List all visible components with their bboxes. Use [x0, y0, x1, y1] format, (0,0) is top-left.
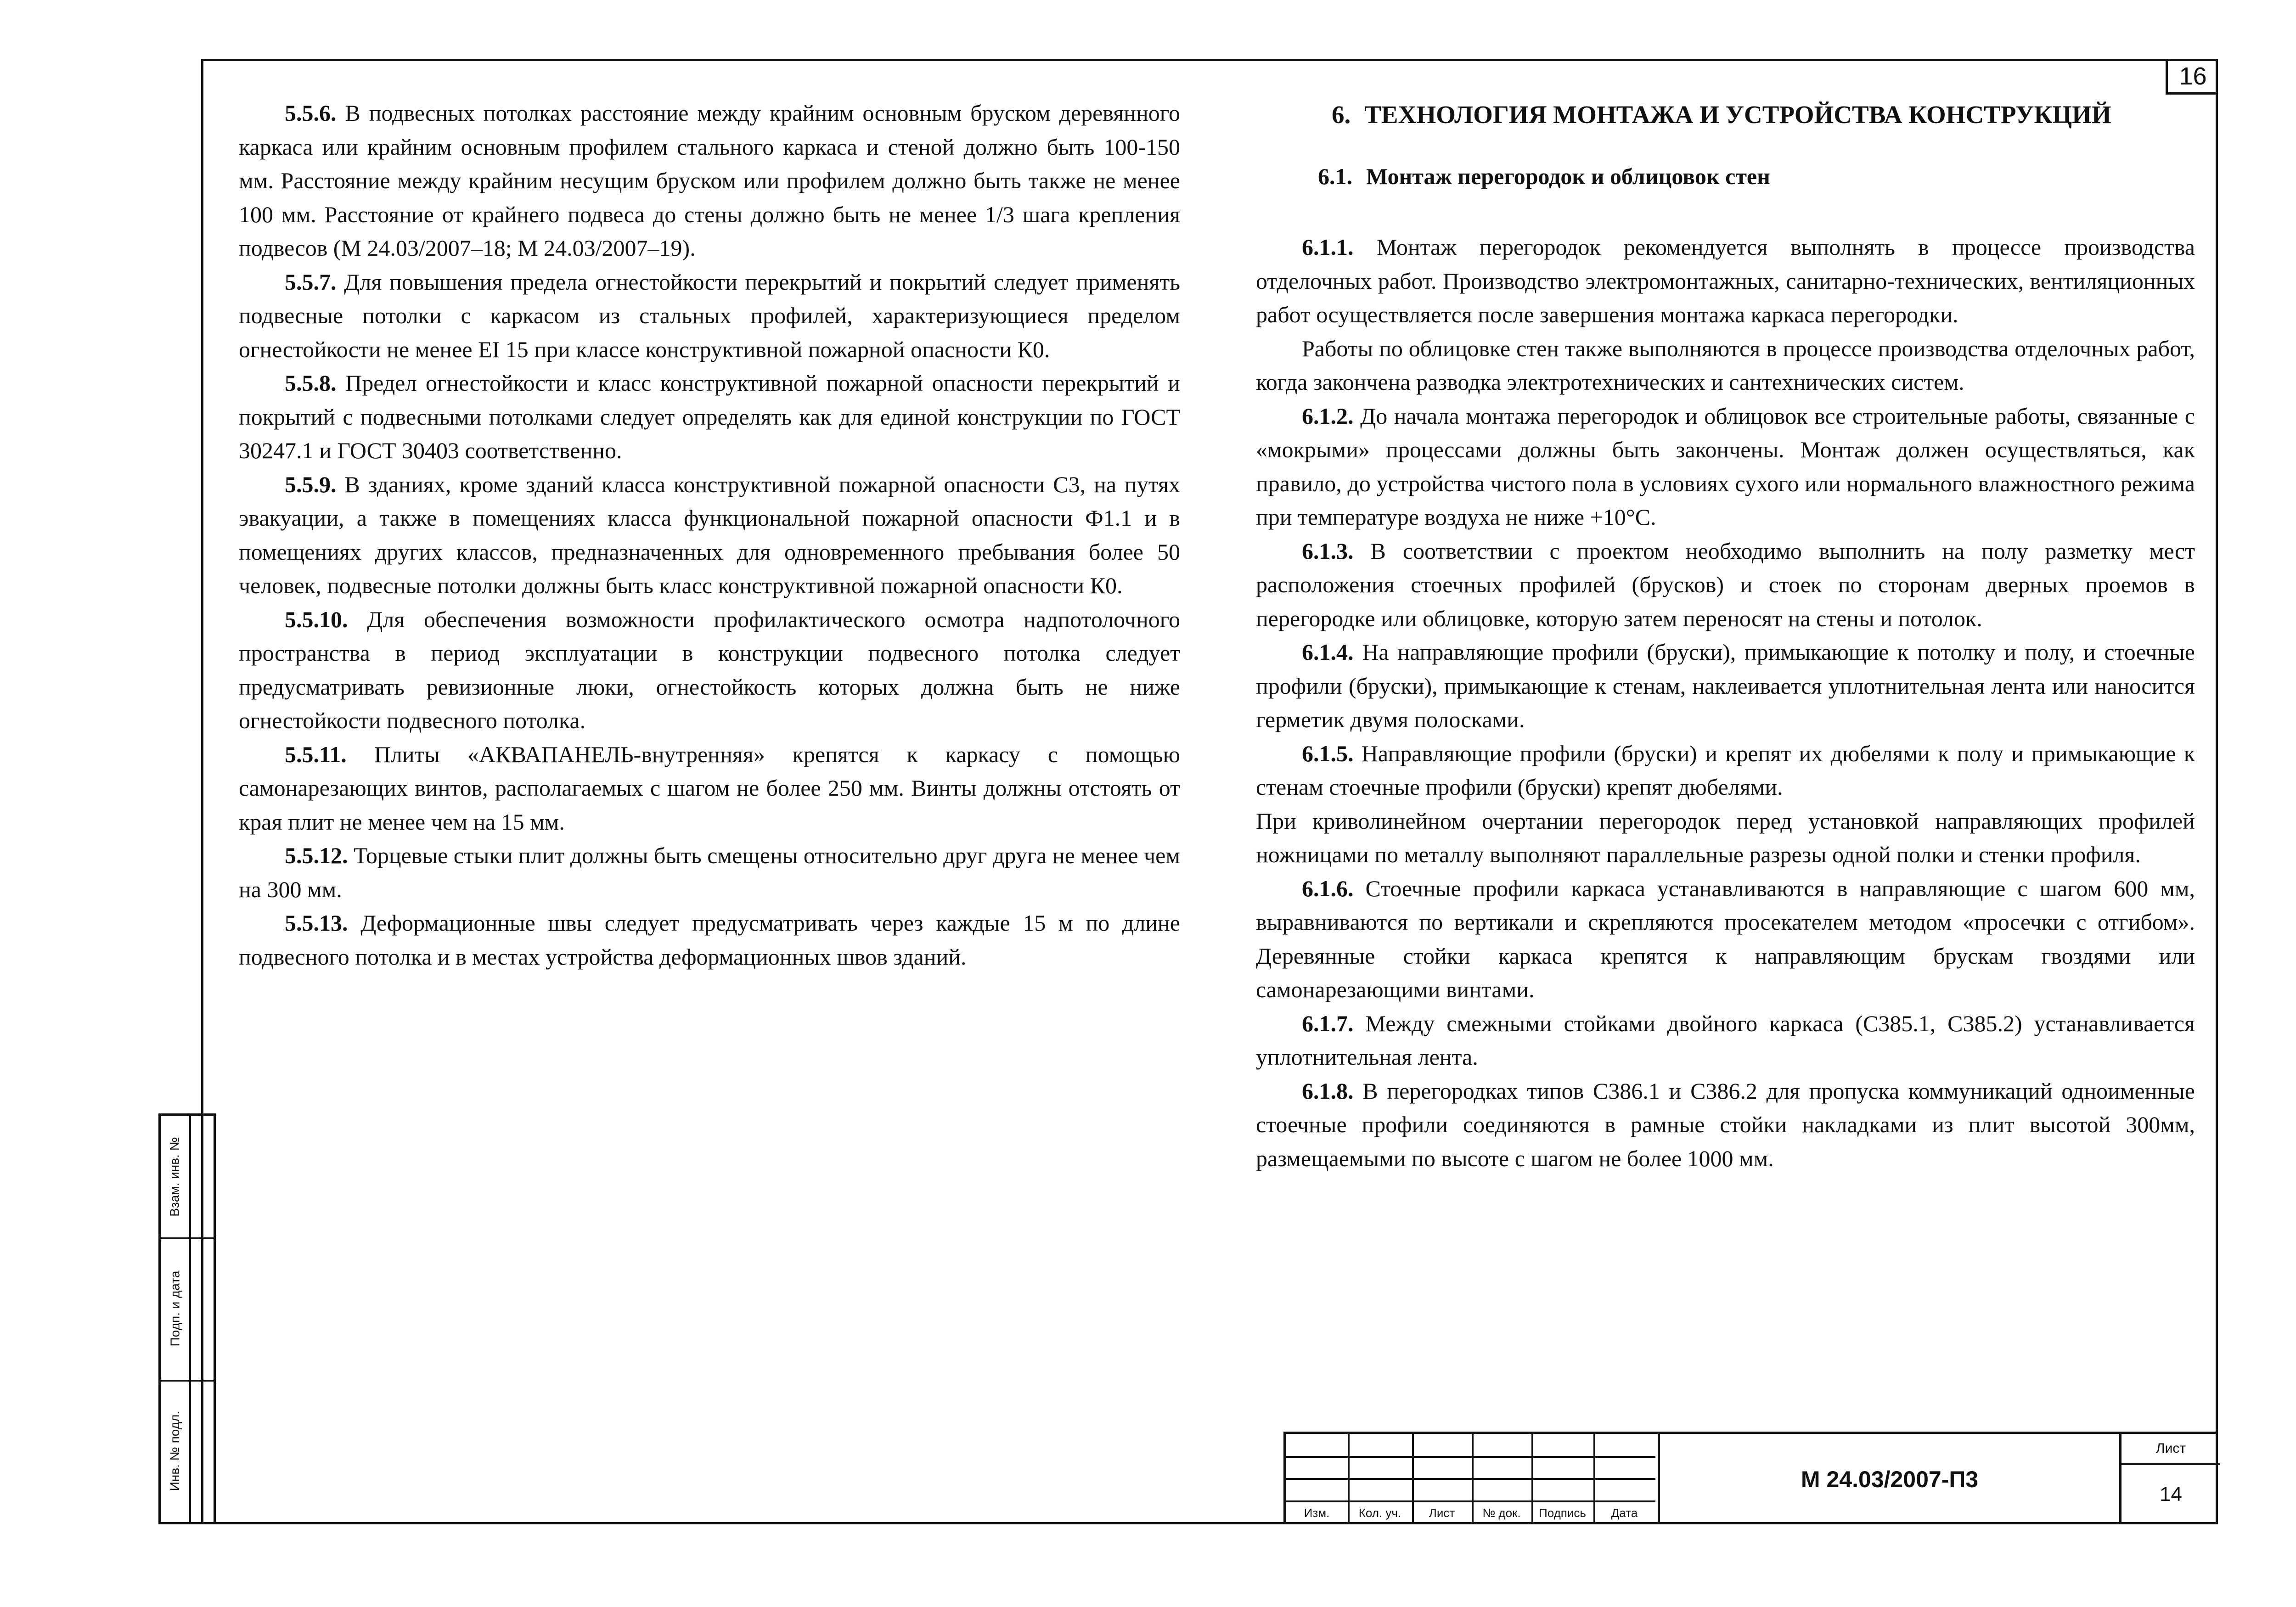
paragraph [239, 96, 1180, 265]
paragraph [1256, 399, 2195, 534]
stamp-label-signature-date: Подп. и дата [168, 1270, 182, 1347]
side-stamp [158, 1113, 216, 1524]
right-column [1256, 96, 2195, 1175]
clause-number: 6.1.4. [1302, 639, 1354, 665]
clause-number: 6.1.7. [1302, 1010, 1354, 1036]
title-block [1283, 1432, 2218, 1524]
paragraph [1256, 1074, 2195, 1176]
page-number: 16 [2166, 60, 2218, 95]
sheet-cell [2119, 1434, 2220, 1524]
clause-text: Торцевые стыки плит должны быть смещены относительно друг друга не менее чем на 300 мм. [239, 843, 1181, 902]
clause-number: 5.5.11. [285, 741, 347, 767]
stamp-label-inventory: Инв. № подл. [168, 1410, 182, 1491]
title-block-grid [1286, 1434, 1655, 1524]
right-paragraphs [1256, 230, 2195, 1175]
left-column [239, 96, 1180, 974]
clause-text: Между смежными стойками двойного каркаса (С385.1, С385.2) устанавливается уплотнительная лента. [1256, 1010, 2195, 1070]
paragraph [239, 603, 1180, 738]
paragraph [239, 839, 1180, 906]
clause-number: 6.1.1. [1302, 234, 1354, 260]
clause-number: 5.5.9. [285, 471, 337, 497]
clause-number: 6.1.3. [1302, 538, 1354, 564]
clause-number: 6.1.5. [1302, 740, 1354, 766]
clause-text: На направляющие профили (бруски), примыкающие к потолку и полу, и стоечные профили (бруски), примыкающие к стенам, наклеивается уплотнительная лента или наносится герметик двумя полосками. [1256, 639, 2195, 732]
tb-col-date: Дата [1611, 1506, 1638, 1520]
sheet-number: 14 [2160, 1483, 2182, 1506]
clause-text: Плиты «АКВАПАНЕЛЬ-внутренняя» крепятся к каркасу с помощью самонарезающих винтов, располагаемых с шагом не более 250 мм. Винты должны отстоять от края плит не менее чем на 15 мм. [239, 741, 1180, 835]
section-heading [1256, 96, 2195, 133]
paragraph [239, 265, 1180, 367]
subsection-title: Монтаж перегородок и облицовок стен [1366, 163, 1770, 189]
paragraph [239, 366, 1180, 468]
paragraph [1256, 230, 2195, 332]
subsection-number: 6.1. [1318, 163, 1352, 189]
clause-text: Монтаж перегородок рекомендуется выполнять в процессе производства отделочных работ. Производство электромонтажных, санитарно-технических, вентиляционных работ осуществляется после завершения монтажа каркаса перегородки. [1256, 234, 2195, 327]
tb-col-sheet: Лист [1429, 1506, 1455, 1520]
paragraph [1256, 872, 2195, 1007]
stamp-label-replacement: Взам. инв. № [168, 1136, 182, 1217]
section-title: ТЕХНОЛОГИЯ МОНТАЖА И УСТРОЙСТВА КОНСТРУКЦИЙ [1364, 101, 2111, 129]
paragraph [1256, 635, 2195, 737]
clause-number: 6.1.8. [1302, 1078, 1354, 1104]
clause-number: 6.1.2. [1302, 403, 1354, 429]
tb-col-count: Кол. уч. [1358, 1506, 1401, 1520]
clause-number: 5.5.13. [285, 910, 348, 936]
section-number: 6. [1332, 101, 1351, 129]
paragraph [1256, 1007, 2195, 1074]
clause-text: Работы по облицовке стен также выполняются в процессе производства отделочных работ, когда закончена разводка электротехнических и сантехнических систем. [1256, 335, 2195, 395]
paragraph [1256, 332, 2195, 399]
clause-text: Для повышения предела огнестойкости перекрытий и покрытий следует применять подвесные потолки с каркасом из стальных профилей, характеризующиеся пределом огнестойкости не менее EI 15 при классе конструктивной пожарной опасности К0. [239, 269, 1180, 362]
clause-number: 5.5.10. [285, 606, 348, 632]
clause-number: 5.5.8. [285, 370, 337, 396]
subsection-heading [1256, 158, 2195, 195]
clause-text: Деформационные швы следует предусматривать через каждые 15 м по длине подвесного потолка и в местах устройства деформационных швов зданий. [239, 910, 1181, 970]
paragraph [1256, 804, 2195, 872]
clause-text: Для обеспечения возможности профилактического осмотра надпотолочного пространства в период эксплуатации в конструкции подвесного потолка следует предусматривать ревизионные люки, огнестойкость которых должна быть не ниже огнестойкости подвесного потолка. [239, 606, 1180, 733]
clause-text: Стоечные профили каркаса устанавливаются в направляющие с шагом 600 мм, выравниваются по вертикали и скрепляются просекателем методом «просечки с отгибом». Деревянные стойки каркаса крепятся к направляющим брускам гвоздями или самонарезающими винтами. [1256, 875, 2195, 1002]
paragraph [1256, 534, 2195, 636]
tb-col-change: Изм. [1304, 1506, 1330, 1520]
clause-text: В соответствии с проектом необходимо выполнить на полу разметку мест расположения стоечных профилей (брусков) и стоек по сторонам дверных проемов в перегородке или облицовке, которую затем переносят на стены и потолок. [1256, 538, 2195, 631]
paragraph [239, 468, 1180, 603]
paragraph [239, 738, 1180, 839]
paragraph [1256, 737, 2195, 804]
clause-text: Предел огнестойкости и класс конструктивной пожарной опасности перекрытий и покрытий с подвесными потолками следует определять как для единой конструкции по ГОСТ 30247.1 и ГОСТ 30403 соответственно. [239, 370, 1180, 463]
clause-text: При криволинейном очертании перегородок перед установкой направляющих профилей ножницами по металлу выполняют параллельные разрезы одной полки и стенки профиля. [1256, 808, 2195, 867]
tb-col-docnum: № док. [1482, 1506, 1521, 1520]
tb-col-signature: Подпись [1539, 1506, 1586, 1520]
sheet-label: Лист [2122, 1434, 2220, 1465]
clause-text: Направляющие профили (бруски) и крепят их дюбелями к полу и примыкающие к стенам стоечные профили (бруски) крепят дюбелями. [1256, 740, 2195, 800]
clause-number: 5.5.6. [285, 100, 337, 126]
clause-text: В подвесных потолках расстояние между крайним основным бруском деревянного каркаса или крайним основным профилем стального каркаса и стеной должно быть 100-150 мм. Расстояние между крайним несущим бруском или профилем должно быть также не менее 100 мм. Расстояние от крайнего подвеса до стены должно быть не менее 1/3 шага крепления подвесов (М 24.03/2007–18; М 24.03/2007–19). [239, 100, 1180, 261]
clause-number: 5.5.12. [285, 843, 348, 868]
clause-number: 5.5.7. [285, 269, 337, 295]
paragraph [239, 906, 1180, 974]
document-code: М 24.03/2007-П3 [1658, 1434, 2119, 1524]
clause-number: 6.1.6. [1302, 875, 1354, 901]
clause-text: В перегородках типов С386.1 и С386.2 для пропуска коммуникаций одноименные стоечные профили соединяются в рамные стойки накладками из плит высотой 300мм, размещаемыми по высоте с шагом не более 1000 мм. [1256, 1078, 2195, 1171]
clause-text: До начала монтажа перегородок и облицовок все строительные работы, связанные с «мокрыми» процессами должны быть закончены. Монтаж должен осуществляться, как правило, до устройства чистого пола в условиях сухого или нормального влажностного режима при температуре воздуха не ниже +10°С. [1256, 403, 2195, 530]
clause-text: В зданиях, кроме зданий класса конструктивной пожарной опасности С3, на путях эвакуации, а также в помещениях класса функциональной пожарной опасности Ф1.1 и в помещениях других классов, предназначенных для одновременного пребывания более 50 человек, подвесные потолки должны быть класс конструктивной пожарной опасности К0. [239, 471, 1180, 598]
